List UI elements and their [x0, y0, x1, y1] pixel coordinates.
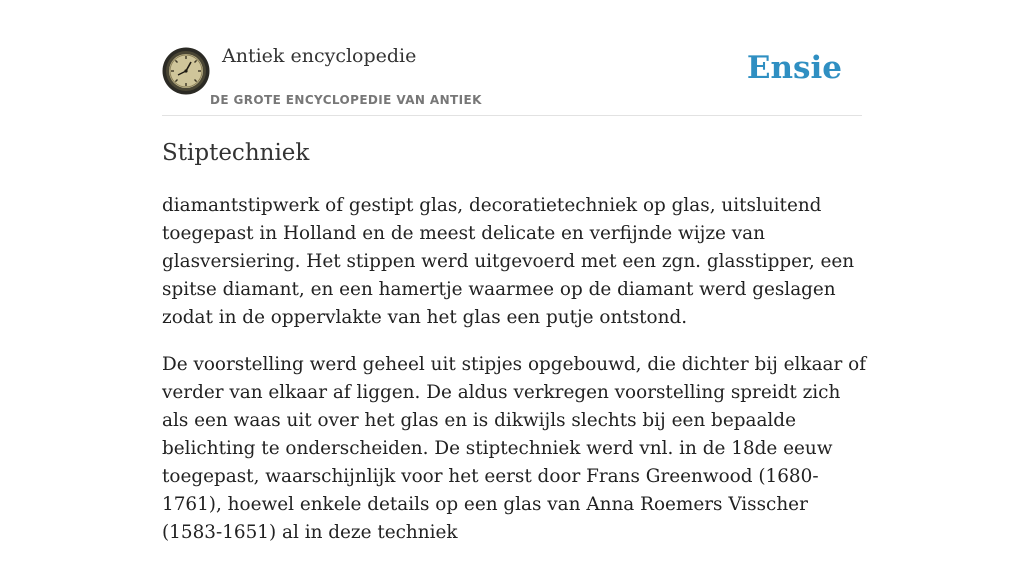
article-paragraph: diamantstipwerk of gestipt glas, decoratietechniek op glas, uitsluitend toegepast in Holland en de meest delicate en verfijnde wijze van glasversiering. Het stippen werd uitgevoerd met een zgn. glasstipper, een spitse diamant, en een hamertje waarmee op de diamant werd geslagen zodat in de oppervlakte van het glas een putje ontstond. — [162, 195, 855, 328]
article-paragraph: De voorstelling werd geheel uit stipjes opgebouwd, die dichter bij elkaar of verder van elkaar af liggen. De aldus verkregen voorstelling spreidt zich als een waas uit over het glas en is dikwijls slechts bij een bepaalde belichting te onderscheiden. De stiptechniek werd vnl. in de 18de eeuw toegepast, waarschijnlijk voor het eerst door Frans Greenwood (1680-1761), hoewel enkele details op een glas van Anna Roemers Visscher (1583-1651) al in deze techniek — [162, 354, 867, 543]
brand-logo[interactable]: Ensie — [746, 50, 842, 86]
antique-clock-icon[interactable] — [162, 47, 210, 95]
article-title: Stiptechniek — [162, 140, 310, 166]
site-subtitle: DE GROTE ENCYCLOPEDIE VAN ANTIEK — [210, 93, 482, 107]
site-header — [162, 0, 862, 116]
site-title[interactable]: Antiek encyclopedie — [222, 45, 417, 67]
article-body — [162, 192, 867, 566]
